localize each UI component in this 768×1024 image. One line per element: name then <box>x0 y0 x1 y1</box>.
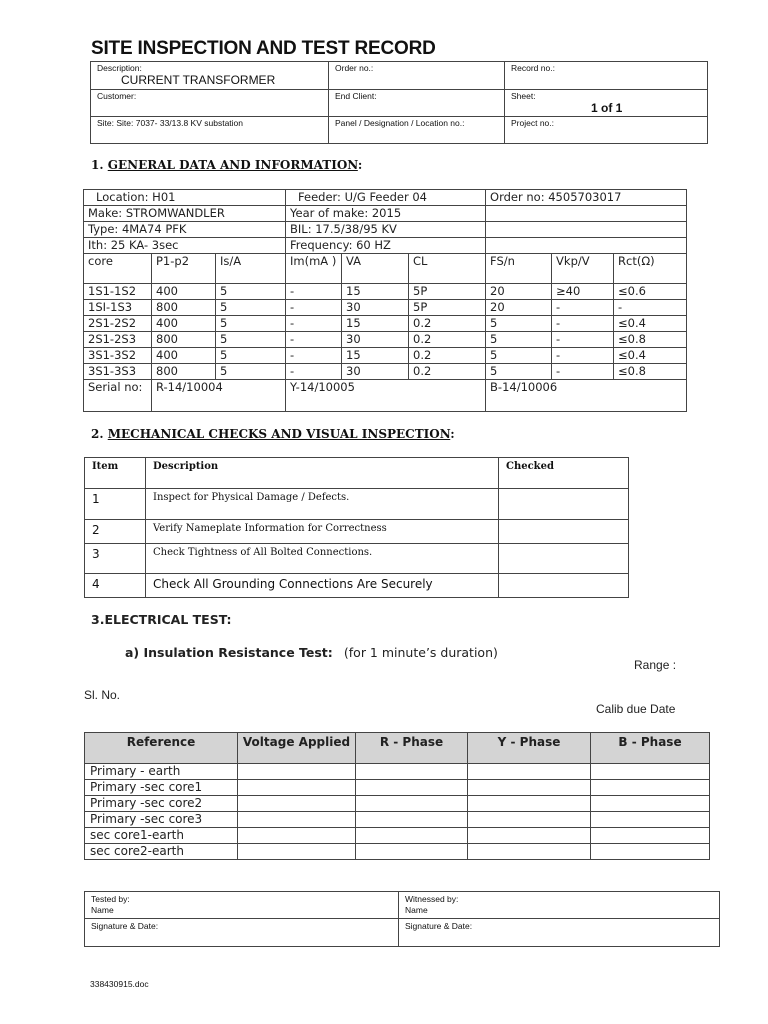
tested-by-label: Tested by: <box>91 894 130 904</box>
range-label: Range : <box>634 658 677 672</box>
input-cell[interactable] <box>591 780 710 796</box>
table-cell: 5 <box>486 332 552 348</box>
order-no-cell: Order no: 4505703017 <box>486 190 687 206</box>
col-header: Vkp/V <box>552 254 614 284</box>
site-label: Site: Site: 7037- 33/13.8 KV substation <box>91 117 329 144</box>
table-cell: - <box>552 300 614 316</box>
item-number: 3 <box>85 544 146 574</box>
witnessed-signature-date[interactable]: Signature & Date: <box>399 919 720 947</box>
table-cell: 3S1-3S3 <box>84 364 152 380</box>
table-cell: 0.2 <box>409 348 486 364</box>
table-cell: 5 <box>486 316 552 332</box>
input-cell[interactable] <box>356 764 468 780</box>
serial-y: Y-14/10005 <box>286 380 486 412</box>
section2-number: 2. <box>91 427 108 441</box>
insulation-subtitle-line <box>125 642 498 661</box>
table-cell: 5 <box>486 348 552 364</box>
description-value: CURRENT TRANSFORMER <box>121 73 276 87</box>
section3-title: 3.ELECTRICAL TEST: <box>91 612 232 627</box>
empty-cell <box>486 222 687 238</box>
section1-title: GENERAL DATA AND INFORMATION <box>107 158 358 172</box>
header-table <box>90 61 708 144</box>
table-cell: - <box>552 316 614 332</box>
description-label: Description: <box>97 63 142 73</box>
document-title: SITE INSPECTION AND TEST RECORD <box>91 38 436 59</box>
input-cell[interactable] <box>238 812 356 828</box>
panel-label: Panel / Designation / Location no.: <box>329 117 505 144</box>
table-cell: 20 <box>486 284 552 300</box>
input-cell[interactable] <box>356 780 468 796</box>
col-header-reference: Reference <box>85 733 238 764</box>
col-header: core <box>84 254 152 284</box>
col-header: Rct(Ω) <box>614 254 687 284</box>
serial-r: R-14/10004 <box>152 380 286 412</box>
frequency-cell: Frequency: 60 HZ <box>286 238 486 254</box>
input-cell[interactable] <box>468 780 591 796</box>
table-row <box>85 520 629 544</box>
table-cell: 20 <box>486 300 552 316</box>
table-cell: 1SI-1S3 <box>84 300 152 316</box>
table-cell: 800 <box>152 332 216 348</box>
insulation-resistance-table <box>84 732 710 860</box>
table-cell: 5 <box>216 284 286 300</box>
input-cell[interactable] <box>356 812 468 828</box>
witnessed-by-cell[interactable] <box>399 892 720 919</box>
reference-cell: Primary -sec core2 <box>85 796 238 812</box>
reference-cell: Primary - earth <box>85 764 238 780</box>
checked-cell[interactable] <box>499 520 629 544</box>
table-cell: - <box>286 348 342 364</box>
checked-cell[interactable] <box>499 489 629 520</box>
reference-cell: sec core2-earth <box>85 844 238 860</box>
input-cell[interactable] <box>591 844 710 860</box>
table-row <box>85 828 710 844</box>
item-number: 4 <box>85 574 146 598</box>
col-header: Is/A <box>216 254 286 284</box>
table-row <box>84 364 687 380</box>
table-cell: - <box>286 332 342 348</box>
input-cell[interactable] <box>356 844 468 860</box>
input-cell[interactable] <box>238 828 356 844</box>
table-cell: 5 <box>486 364 552 380</box>
table-row <box>84 332 687 348</box>
item-description: Check Tightness of All Bolted Connections. <box>146 544 499 574</box>
reference-cell: Primary -sec core1 <box>85 780 238 796</box>
table-cell: 400 <box>152 316 216 332</box>
table-cell: 15 <box>342 348 409 364</box>
table-cell: 5P <box>409 284 486 300</box>
table-row <box>84 284 687 300</box>
table-cell: - <box>552 348 614 364</box>
bil-cell: BIL: 17.5/38/95 KV <box>286 222 486 238</box>
table-cell: ≤0.8 <box>614 364 687 380</box>
table-cell: - <box>286 284 342 300</box>
sl-no-label: Sl. No. <box>84 688 121 702</box>
input-cell[interactable] <box>238 844 356 860</box>
col-header-voltage: Voltage Applied <box>238 733 356 764</box>
year-cell: Year of make: 2015 <box>286 206 486 222</box>
section2-heading <box>91 427 455 441</box>
table-cell: 800 <box>152 364 216 380</box>
table-cell: - <box>286 300 342 316</box>
reference-cell: Primary -sec core3 <box>85 812 238 828</box>
table-cell: ≥40 <box>552 284 614 300</box>
witnessed-name-label: Name <box>405 905 428 915</box>
col-header-b-phase: B - Phase <box>591 733 710 764</box>
table-cell: 0.2 <box>409 364 486 380</box>
input-cell[interactable] <box>356 796 468 812</box>
table-row <box>84 316 687 332</box>
section2-colon: : <box>450 427 455 441</box>
description-cell <box>91 62 329 90</box>
item-description: Check All Grounding Connections Are Securely <box>146 574 499 598</box>
table-row <box>85 544 629 574</box>
serial-b: B-14/10006 <box>486 380 687 412</box>
col-header: FS/n <box>486 254 552 284</box>
sheet-value: 1 of 1 <box>591 101 623 115</box>
table-cell: ≤0.4 <box>614 316 687 332</box>
item-number: 2 <box>85 520 146 544</box>
table-cell: 3S1-3S2 <box>84 348 152 364</box>
table-cell: 5 <box>216 300 286 316</box>
input-cell[interactable] <box>468 844 591 860</box>
table-row <box>84 348 687 364</box>
col-header: CL <box>409 254 486 284</box>
col-header: Im(mA ) <box>286 254 342 284</box>
reference-cell: sec core1-earth <box>85 828 238 844</box>
witnessed-by-label: Witnessed by: <box>405 894 459 904</box>
input-cell[interactable] <box>238 796 356 812</box>
checked-cell[interactable] <box>499 574 629 598</box>
table-cell: 800 <box>152 300 216 316</box>
table-row <box>85 489 629 520</box>
col-header-y-phase: Y - Phase <box>468 733 591 764</box>
empty-cell <box>486 238 687 254</box>
empty-cell <box>486 206 687 222</box>
section1-heading <box>91 158 362 172</box>
col-header-checked: Checked <box>499 458 629 489</box>
table-cell: 15 <box>342 316 409 332</box>
table-cell: 5 <box>216 364 286 380</box>
col-header: VA <box>342 254 409 284</box>
mechanical-checks-table <box>84 457 629 598</box>
tested-by-cell[interactable] <box>85 892 399 919</box>
input-cell[interactable] <box>591 812 710 828</box>
item-description: Inspect for Physical Damage / Defects. <box>146 489 499 520</box>
insulation-duration: (for 1 minute’s duration) <box>343 645 498 660</box>
insulation-subtitle: a) Insulation Resistance Test: <box>125 645 333 660</box>
tested-signature-date[interactable]: Signature & Date: <box>85 919 399 947</box>
signature-table <box>84 891 720 947</box>
input-cell[interactable] <box>591 828 710 844</box>
col-header: P1-p2 <box>152 254 216 284</box>
table-cell: - <box>286 316 342 332</box>
tested-name-label: Name <box>91 905 114 915</box>
type-cell: Type: 4MA74 PFK <box>84 222 286 238</box>
feeder-cell: Feeder: U/G Feeder 04 <box>286 190 486 206</box>
table-cell: 2S1-2S2 <box>84 316 152 332</box>
input-cell[interactable] <box>591 796 710 812</box>
calib-due-label: Calib due Date <box>596 702 676 716</box>
serial-label: Serial no: <box>84 380 152 412</box>
table-cell: 400 <box>152 348 216 364</box>
table-cell: 400 <box>152 284 216 300</box>
input-cell[interactable] <box>591 764 710 780</box>
table-cell: 30 <box>342 364 409 380</box>
table-row <box>85 796 710 812</box>
col-header-item: Item <box>85 458 146 489</box>
table-cell: 30 <box>342 300 409 316</box>
table-row <box>85 574 629 598</box>
table-cell: ≤0.6 <box>614 284 687 300</box>
checked-cell[interactable] <box>499 544 629 574</box>
order-no-label: Order no.: <box>329 62 505 90</box>
table-cell: 0.2 <box>409 316 486 332</box>
record-no-label: Record no.: <box>505 62 708 90</box>
project-no-label: Project no.: <box>505 117 708 144</box>
table-cell: - <box>286 364 342 380</box>
table-cell: 5 <box>216 332 286 348</box>
table-cell: 30 <box>342 332 409 348</box>
table-cell: ≤0.8 <box>614 332 687 348</box>
input-cell[interactable] <box>468 828 591 844</box>
table-cell: 5 <box>216 316 286 332</box>
input-cell[interactable] <box>468 764 591 780</box>
general-data-table <box>83 189 687 412</box>
table-cell: ≤0.4 <box>614 348 687 364</box>
table-row <box>85 764 710 780</box>
table-cell: 5P <box>409 300 486 316</box>
sheet-cell <box>505 90 708 117</box>
table-row <box>85 780 710 796</box>
input-cell[interactable] <box>356 828 468 844</box>
table-cell: 1S1-1S2 <box>84 284 152 300</box>
col-header-r-phase: R - Phase <box>356 733 468 764</box>
col-header-description: Description <box>146 458 499 489</box>
input-cell[interactable] <box>238 780 356 796</box>
table-cell: 15 <box>342 284 409 300</box>
make-cell: Make: STROMWANDLER <box>84 206 286 222</box>
table-row <box>84 300 687 316</box>
table-row <box>85 844 710 860</box>
table-cell: - <box>614 300 687 316</box>
location-cell: Location: H01 <box>84 190 286 206</box>
section2-title: MECHANICAL CHECKS AND VISUAL INSPECTION <box>107 427 451 441</box>
input-cell[interactable] <box>468 796 591 812</box>
customer-label: Customer: <box>91 90 329 117</box>
table-cell: - <box>552 332 614 348</box>
table-cell: 5 <box>216 348 286 364</box>
item-description: Verify Nameplate Information for Correctness <box>146 520 499 544</box>
section1-colon: : <box>357 158 363 172</box>
table-cell: 2S1-2S3 <box>84 332 152 348</box>
input-cell[interactable] <box>468 812 591 828</box>
section1-number: 1. <box>91 158 108 172</box>
table-cell: 0.2 <box>409 332 486 348</box>
footer-file-code: 338430915.doc <box>90 979 149 989</box>
end-client-label: End Client: <box>329 90 505 117</box>
input-cell[interactable] <box>238 764 356 780</box>
ith-cell: Ith: 25 KA- 3sec <box>84 238 286 254</box>
item-number: 1 <box>85 489 146 520</box>
table-row <box>85 812 710 828</box>
sheet-label: Sheet: <box>511 91 536 101</box>
table-cell: - <box>552 364 614 380</box>
